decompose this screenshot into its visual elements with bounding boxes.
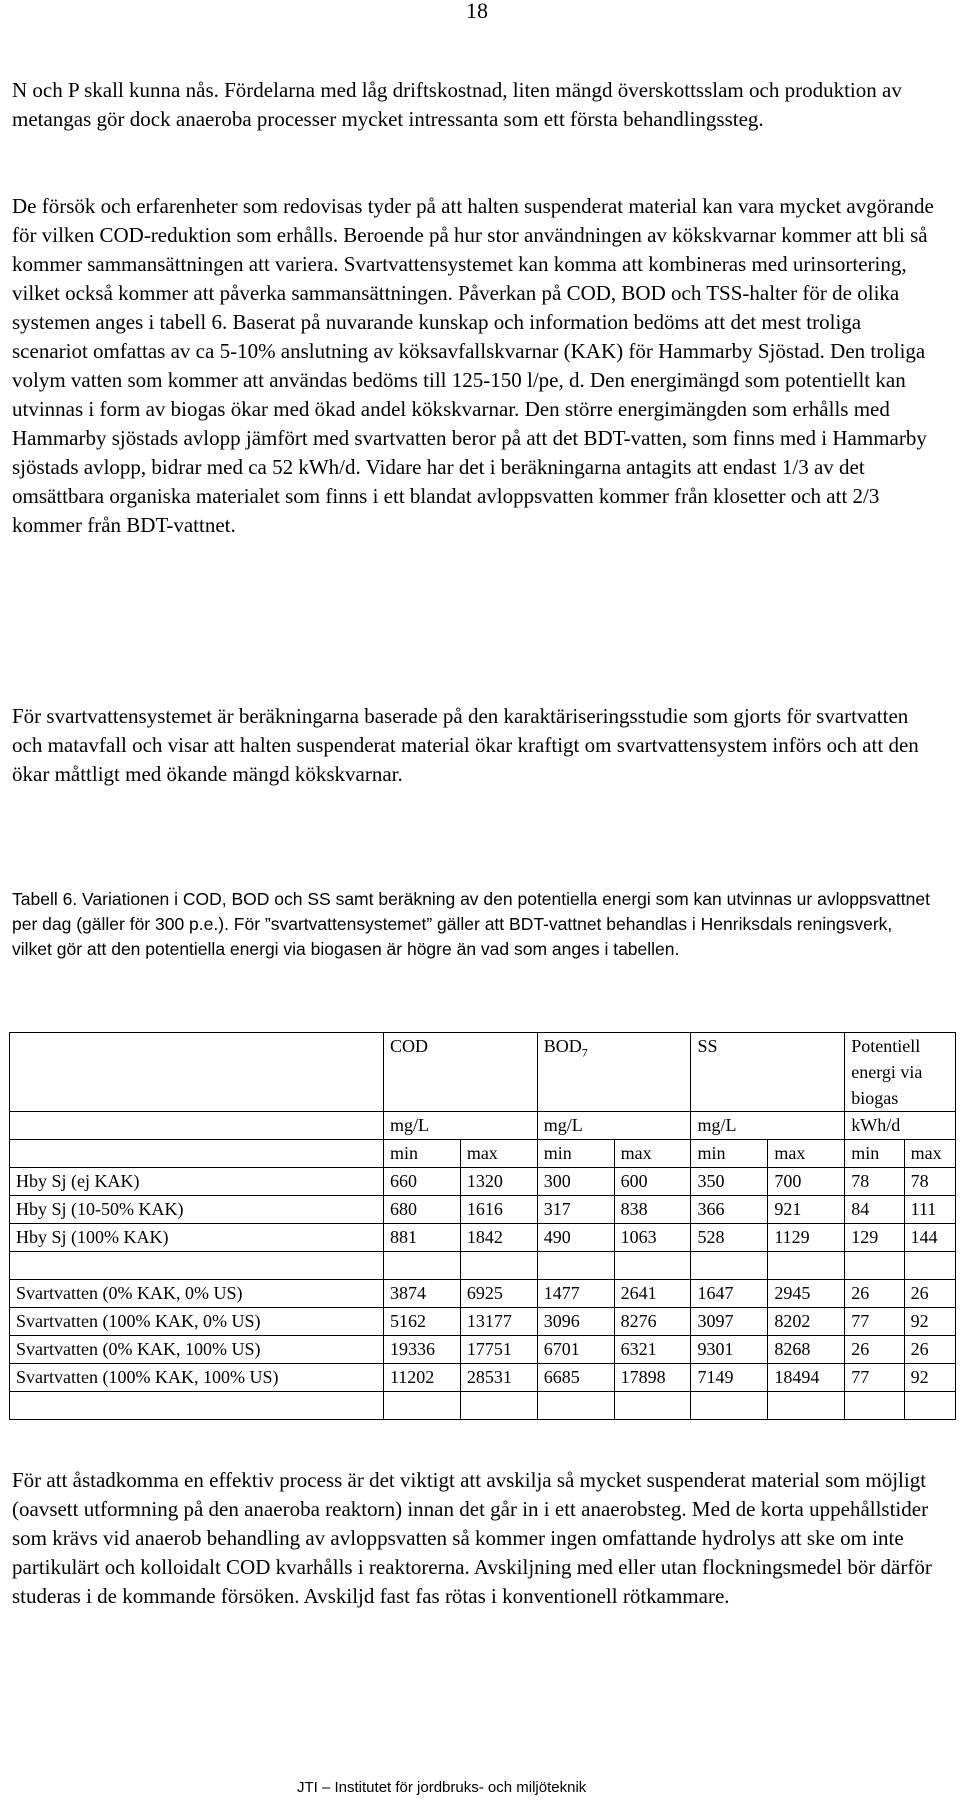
table-units-row (10, 1112, 956, 1140)
table-cell: 7149 (691, 1364, 768, 1392)
spacer-cell (383, 1392, 460, 1420)
header-cod: COD (383, 1033, 537, 1112)
table-cell: 17751 (460, 1336, 537, 1364)
table-cell: 26 (845, 1280, 904, 1308)
table-row (10, 1224, 956, 1252)
row-label: Hby Sj (ej KAK) (10, 1168, 384, 1196)
minmax-cell: max (460, 1140, 537, 1168)
table-cell: 660 (383, 1168, 460, 1196)
spacer-cell (10, 1392, 384, 1420)
table-cell: 6925 (460, 1280, 537, 1308)
table-cell: 11202 (383, 1364, 460, 1392)
paragraph-intro: N och P skall kunna nås. Fördelarna med låg driftskostnad, liten mängd överskottsslam och produktion av metangas gör dock anaeroba processer mycket intressanta som ett första behandlingssteg. (12, 78, 902, 131)
table-cell: 78 (845, 1168, 904, 1196)
table-cell: 1320 (460, 1168, 537, 1196)
row-label: Svartvatten (0% KAK, 0% US) (10, 1280, 384, 1308)
spacer-cell (691, 1392, 768, 1420)
table-cell: 528 (691, 1224, 768, 1252)
page-footer: JTI – Institutet för jordbruks- och miljöteknik (297, 1779, 587, 1796)
table-cell: 3874 (383, 1280, 460, 1308)
row-label: Hby Sj (10-50% KAK) (10, 1196, 384, 1224)
row-label: Svartvatten (100% KAK, 100% US) (10, 1364, 384, 1392)
paragraph-separation: För att åstadkomma en effektiv process är det viktigt att avskilja så mycket suspenderat material som möjligt (oavsett utformning på den anaeroba reaktorn) innan det går in i ett anaerobsteg. Med de korta uppehållstider som krävs vid anaerob behandling av avloppsvatten så kommer ingen omfattande hydrolys att ske om inte partikulärt och kolloidalt COD kvarhålls i reaktorerna. Avskiljning med eller utan flockningsmedel bör därför studeras i de kommande försöken. Avskiljd fast fas rötas i konventionell rötkammare. (12, 1468, 932, 1608)
table-cell: 129 (845, 1224, 904, 1252)
table-cell: 6321 (614, 1336, 691, 1364)
spacer-cell (460, 1252, 537, 1280)
spacer-cell (537, 1252, 614, 1280)
table-cell: 28531 (460, 1364, 537, 1392)
table-cell: 78 (904, 1168, 955, 1196)
table-cell: 1129 (768, 1224, 845, 1252)
spacer-cell (691, 1252, 768, 1280)
header-bod (537, 1033, 691, 1112)
table-cell: 881 (383, 1224, 460, 1252)
minmax-empty-cell (10, 1140, 384, 1168)
minmax-cell: min (691, 1140, 768, 1168)
table-cell: 1616 (460, 1196, 537, 1224)
table-row (10, 1280, 956, 1308)
table-cell: 300 (537, 1168, 614, 1196)
table-cell: 26 (904, 1280, 955, 1308)
spacer-cell (614, 1252, 691, 1280)
table-cell: 8202 (768, 1308, 845, 1336)
units-empty-cell (10, 1112, 384, 1140)
table-header-row (10, 1033, 956, 1112)
table-cell: 366 (691, 1196, 768, 1224)
paragraph-blackwater: För svartvattensystemet är beräkningarna baserade på den karaktäriseringsstudie som gjorts för svartvatten och matavfall och visar att halten suspenderat material ökar kraftigt om svartvattensystem införs och att den ökar måttligt med ökande mängd kökskvarnar. (12, 704, 919, 786)
table-cell: 700 (768, 1168, 845, 1196)
table-cell: 3097 (691, 1308, 768, 1336)
paragraph-results: De försök och erfarenheter som redovisas tyder på att halten suspenderat material kan vara mycket avgörande för vilken COD-reduktion som erhålls. Beroende på hur stor användningen av kökskvarnar kommer att bli så kommer sammansättningen att variera. Svartvattensystemet kan komma att kombineras med urinsortering, vilket också kommer att påverka sammansättningen. Påverkan på COD, BOD och TSS-halter för de olika systemen anges i tabell 6. Baserat på nuvarande kunskap och information bedöms att det mest troliga scenariot omfattas av ca 5-10% anslutning av köksavfallskvarnar (KAK) för Hammarby Sjöstad. Den troliga volym vatten som kommer att användas bedöms till 125-150 l/pe, d. Den energimängd som potentiellt kan utvinnas i form av biogas ökar med ökad andel kökskvarnar. Den större energimängden som erhålls med Hammarby sjöstads avlopp jämfört med svartvatten beror på att det BDT-vatten, som finns med i Hammarby sjöstads avlopp, bidrar med ca 52 kWh/d. Vidare har det i beräkningarna antagits att endast 1/3 av det omsättbara organiska materialet som finns i ett blandat avloppsvatten kommer från klosetter och att 2/3 kommer från BDT-vattnet. (12, 194, 934, 537)
table-cell: 17898 (614, 1364, 691, 1392)
table-cell: 490 (537, 1224, 614, 1252)
minmax-cell: max (904, 1140, 955, 1168)
table-cell: 84 (845, 1196, 904, 1224)
spacer-cell (537, 1392, 614, 1420)
header-empty-cell (10, 1033, 384, 1112)
unit-energy: kWh/d (845, 1112, 956, 1140)
table-row (10, 1336, 956, 1364)
table-caption: Tabell 6. Variationen i COD, BOD och SS samt beräkning av den potentiella energi som kan utvinnas ur avloppsvattnet per dag (gäller för 300 p.e.). För ”svartvattensystemet” gäller att BDT-vattnet behandlas i Henriksdals reningsverk, vilket gör att den potentiella energi via biogasen är högre än vad som anges i tabellen. (12, 889, 930, 959)
spacer-cell (383, 1252, 460, 1280)
row-label: Svartvatten (0% KAK, 100% US) (10, 1336, 384, 1364)
table-cell: 6685 (537, 1364, 614, 1392)
spacer-cell (768, 1252, 845, 1280)
spacer-cell (845, 1392, 904, 1420)
table-cell: 1063 (614, 1224, 691, 1252)
spacer-cell (10, 1252, 384, 1280)
table-cell: 18494 (768, 1364, 845, 1392)
table-cell: 26 (845, 1336, 904, 1364)
table-cell: 92 (904, 1308, 955, 1336)
spacer-cell (768, 1392, 845, 1420)
spacer-cell (460, 1392, 537, 1420)
table-cell: 5162 (383, 1308, 460, 1336)
data-table (9, 1032, 956, 1420)
table-cell: 2945 (768, 1280, 845, 1308)
spacer-cell (845, 1252, 904, 1280)
unit-bod: mg/L (537, 1112, 691, 1140)
table-cell: 1477 (537, 1280, 614, 1308)
table-cell: 350 (691, 1168, 768, 1196)
table-cell: 600 (614, 1168, 691, 1196)
table-cell: 8276 (614, 1308, 691, 1336)
header-energy: Potentiell energi via biogas (845, 1033, 956, 1112)
minmax-cell: max (768, 1140, 845, 1168)
table-cell: 92 (904, 1364, 955, 1392)
table-cell: 3096 (537, 1308, 614, 1336)
table-spacer-row (10, 1392, 956, 1420)
table-cell: 13177 (460, 1308, 537, 1336)
table-cell: 1842 (460, 1224, 537, 1252)
minmax-cell: min (383, 1140, 460, 1168)
table-cell: 77 (845, 1308, 904, 1336)
minmax-cell: max (614, 1140, 691, 1168)
spacer-cell (904, 1392, 955, 1420)
table-cell: 921 (768, 1196, 845, 1224)
table-cell: 19336 (383, 1336, 460, 1364)
table-cell: 144 (904, 1224, 955, 1252)
table-spacer-row (10, 1252, 956, 1280)
header-bod-subscript: 7 (581, 1045, 588, 1060)
table-cell: 838 (614, 1196, 691, 1224)
row-label: Hby Sj (100% KAK) (10, 1224, 384, 1252)
table-cell: 111 (904, 1196, 955, 1224)
unit-cod: mg/L (383, 1112, 537, 1140)
table-cell: 680 (383, 1196, 460, 1224)
header-bod-label: BOD (543, 1036, 582, 1056)
table-cell: 6701 (537, 1336, 614, 1364)
table-minmax-row (10, 1140, 956, 1168)
minmax-cell: min (537, 1140, 614, 1168)
table-cell: 2641 (614, 1280, 691, 1308)
table-cell: 1647 (691, 1280, 768, 1308)
unit-ss: mg/L (691, 1112, 845, 1140)
table-cell: 8268 (768, 1336, 845, 1364)
minmax-cell: min (845, 1140, 904, 1168)
table-row (10, 1168, 956, 1196)
spacer-cell (614, 1392, 691, 1420)
table-cell: 9301 (691, 1336, 768, 1364)
row-label: Svartvatten (100% KAK, 0% US) (10, 1308, 384, 1336)
table-cell: 317 (537, 1196, 614, 1224)
spacer-cell (904, 1252, 955, 1280)
page-number: 18 (466, 0, 488, 23)
table-cell: 77 (845, 1364, 904, 1392)
header-ss: SS (691, 1033, 845, 1112)
table-row (10, 1364, 956, 1392)
table-row (10, 1196, 956, 1224)
table-cell: 26 (904, 1336, 955, 1364)
table-row (10, 1308, 956, 1336)
